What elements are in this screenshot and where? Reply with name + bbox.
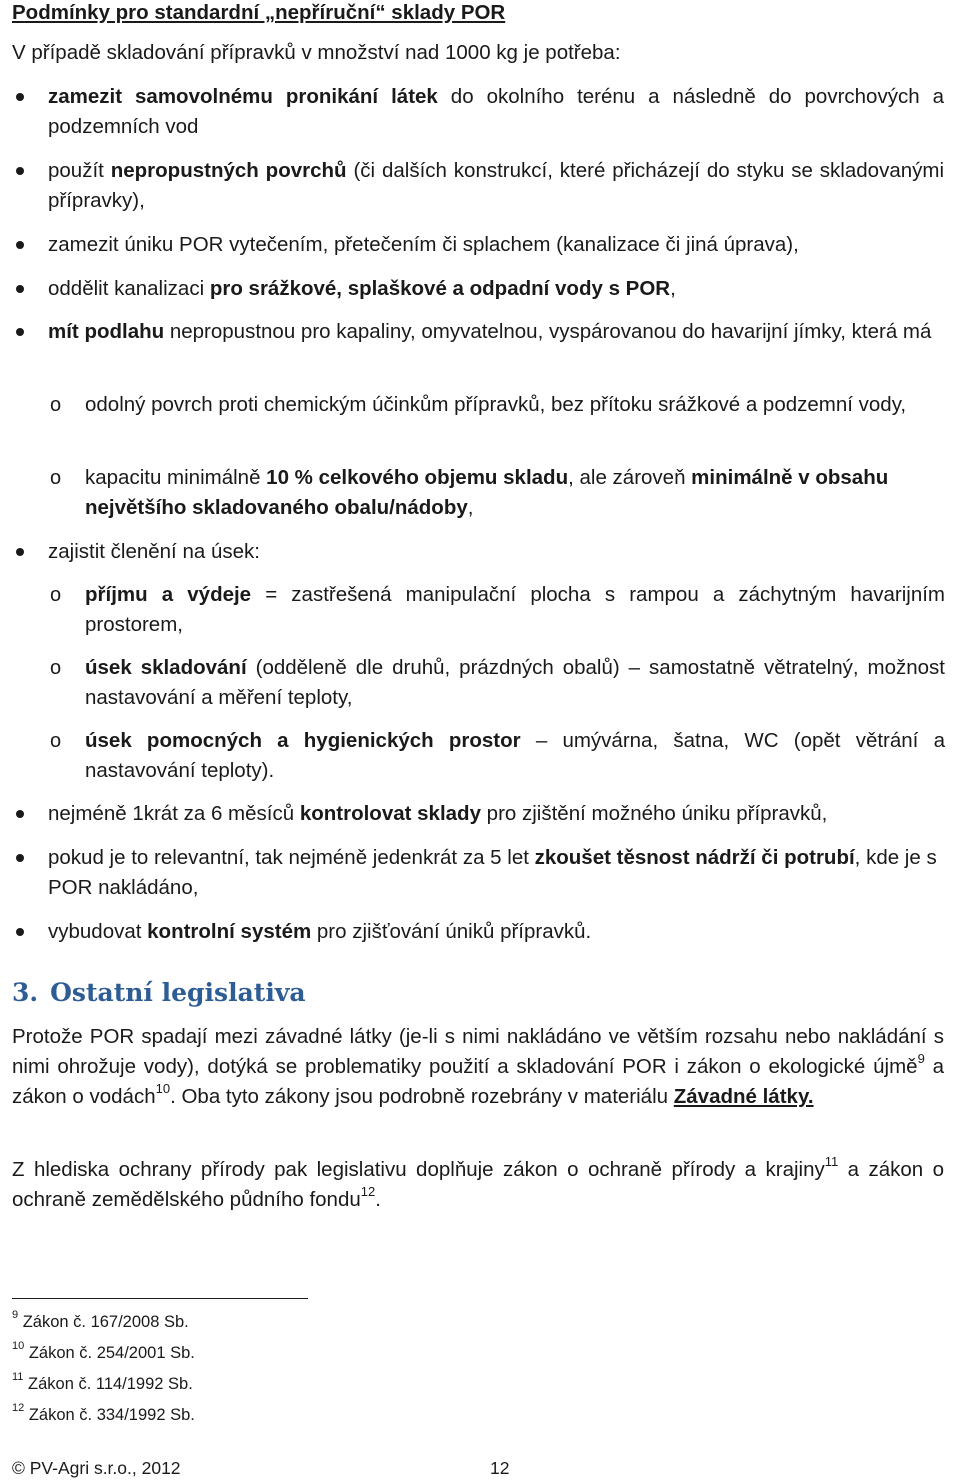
copyright-text: © PV-Agri s.r.o., 2012 [12, 1458, 181, 1478]
footnote-ref[interactable]: 10 [155, 1081, 171, 1097]
footnote-divider [12, 1298, 308, 1299]
intro-text: V případě skladování přípravků v množství nad 1000 kg je potřeba: [12, 41, 621, 64]
sub-list-item: příjmu a výdeje = zastřešená manipulační plocha s rampou a záchytným havarijním prostorem, [85, 583, 945, 636]
sub-list-item: úsek skladování (odděleně dle druhů, prázdných obalů) – samostatně větratelný, možnost nastavování a měření teploty, [85, 656, 945, 709]
paragraph: Protože POR spadají mezi závadné látky (je-li s nimi nakládáno ve větším rozsahu nebo nakládání s nimi ohrožuje vody), dotýká se problematiky použití a skladování POR i zákon o ekologické újmě$^9$ a zákon o vodách$^{10}$. Oba tyto zákony jsou podrobně rozebrány v materiálu Závadné látky. [12, 1025, 944, 1108]
bullet-icon [16, 167, 24, 175]
footnote: $^9$ Zákon č. 167/2008 Sb. [12, 1308, 189, 1331]
paragraph: Z hlediska ochrany přírody pak legislativu doplňuje zákon o ochraně přírody a krajiny$^{11}$ a zákon o ochraně zemědělského půdního fondu$^{12}$. [12, 1154, 945, 1211]
zavadne-latky-link[interactable]: Závadné látky. [673, 1085, 814, 1108]
list-item: zamezit samovolnému pronikání látek do okolního terénu a následně do povrchových a podzemních vod [48, 85, 944, 138]
page-heading: Podmínky pro standardní „nepříruční“ sklady POR [12, 1, 506, 24]
list-item: vybudovat kontrolní systém pro zjišťování úniků přípravků. [48, 920, 592, 943]
section-heading [12, 973, 306, 1013]
footnote-ref[interactable]: 9 [917, 1051, 925, 1067]
page-number: 12 [490, 1458, 510, 1478]
sub-list-item: odolný povrch proti chemickým účinkům přípravků, bez přítoku srážkové a podzemní vody, [85, 393, 907, 416]
list-item: pokud je to relevantní, tak nejméně jedenkrát za 5 let zkoušet těsnost nádrží či potrubí, kde je s POR nakládáno, [48, 846, 937, 899]
list-item: nejméně 1krát za 6 měsíců kontrolovat sklady pro zjištění možného úniku přípravků, [48, 802, 828, 825]
bullet-icon [16, 854, 24, 862]
list-item: zajistit členění na úsek: [48, 540, 260, 563]
bullet-icon [16, 328, 24, 336]
bullet-icon [16, 93, 24, 101]
sub-bullet-marker: o [50, 394, 62, 416]
footnote: $^{11}$ Zákon č. 114/1992 Sb. [12, 1370, 193, 1393]
footnote: $^{12}$ Zákon č. 334/1992 Sb. [12, 1401, 195, 1424]
list-item: oddělit kanalizaci pro srážkové, splaškové a odpadní vody s POR, [48, 277, 676, 300]
bullet-icon [16, 285, 24, 293]
section-title: Ostatní legislativa [50, 978, 306, 1007]
bullet-icon [16, 241, 24, 249]
sub-bullet-marker: o [50, 657, 62, 679]
bullet-icon [16, 810, 24, 818]
page-footer [12, 1456, 532, 1480]
sub-bullet-marker: o [50, 584, 62, 606]
section-number: 3. [12, 978, 39, 1007]
list-item: mít podlahu nepropustnou pro kapaliny, omyvatelnou, vyspárovanou do havarijní jímky, která má [48, 320, 932, 343]
list-item: zamezit úniku POR vytečením, přetečením či splachem (kanalizace či jiná úprava), [48, 233, 799, 256]
footnote-ref[interactable]: 11 [824, 1154, 839, 1170]
sub-bullet-marker: o [50, 467, 62, 489]
footnote: $^{10}$ Zákon č. 254/2001 Sb. [12, 1339, 195, 1362]
bullet-icon [16, 928, 24, 936]
footnote-ref[interactable]: 12 [360, 1184, 376, 1200]
sub-bullet-marker: o [50, 730, 62, 752]
sub-list-item: úsek pomocných a hygienických prostor – umývárna, šatna, WC (opět větrání a nastavování teploty). [85, 729, 945, 782]
sub-list-item: kapacitu minimálně 10 % celkového objemu skladu, ale zároveň minimálně v obsahu největšího skladovaného obalu/nádoby, [85, 466, 889, 519]
list-item: použít nepropustných povrchů (či dalších konstrukcí, které přicházejí do styku se skladovanými přípravky), [48, 159, 944, 212]
bullet-icon [16, 548, 24, 556]
